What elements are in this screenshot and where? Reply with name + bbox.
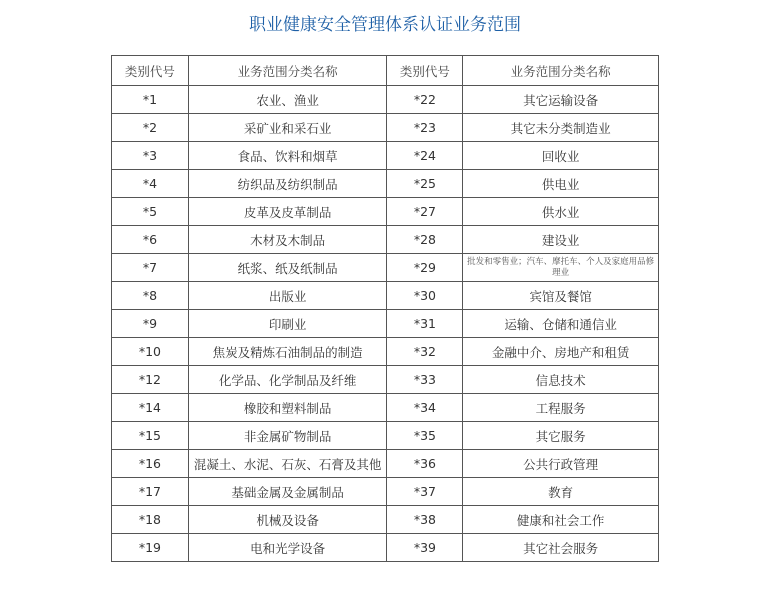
scope-name: 皮革及皮革制品 [188,198,387,226]
table-row [112,114,659,142]
category-code: *34 [387,394,463,422]
table-row [112,226,659,254]
scope-name: 宾馆及餐馆 [463,282,659,310]
table-row [112,422,659,450]
scope-name: 其它服务 [463,422,659,450]
table-row [112,142,659,170]
scope-name: 印刷业 [188,310,387,338]
scope-name: 金融中介、房地产和租赁 [463,338,659,366]
table-row [112,198,659,226]
category-code: *31 [387,310,463,338]
category-code: *38 [387,506,463,534]
category-code: *36 [387,450,463,478]
category-code: *29 [387,254,463,282]
scope-name: 其它运输设备 [463,86,659,114]
scope-name: 纺织品及纺织制品 [188,170,387,198]
header-name: 业务范围分类名称 [188,56,387,86]
category-code: *8 [112,282,189,310]
table-row [112,338,659,366]
table-header-row [112,56,659,86]
category-code: *2 [112,114,189,142]
header-code: 类别代号 [387,56,463,86]
scope-table [111,55,659,562]
category-code: *15 [112,422,189,450]
table-row [112,450,659,478]
table-row [112,506,659,534]
category-code: *32 [387,338,463,366]
table-row [112,86,659,114]
header-name: 业务范围分类名称 [463,56,659,86]
category-code: *18 [112,506,189,534]
scope-name: 橡胶和塑料制品 [188,394,387,422]
scope-name: 电和光学设备 [188,534,387,562]
table-row [112,310,659,338]
scope-name: 供水业 [463,198,659,226]
category-code: *22 [387,86,463,114]
category-code: *5 [112,198,189,226]
category-code: *17 [112,478,189,506]
category-code: *4 [112,170,189,198]
scope-name: 食品、饮料和烟草 [188,142,387,170]
category-code: *19 [112,534,189,562]
scope-name: 机械及设备 [188,506,387,534]
table-row [112,254,659,282]
scope-name: 采矿业和采石业 [188,114,387,142]
category-code: *37 [387,478,463,506]
category-code: *25 [387,170,463,198]
scope-name: 混凝土、水泥、石灰、石膏及其他 [188,450,387,478]
scope-name: 回收业 [463,142,659,170]
category-code: *12 [112,366,189,394]
category-code: *6 [112,226,189,254]
table-row [112,366,659,394]
table-row [112,478,659,506]
page-title: 职业健康安全管理体系认证业务范围 [249,15,521,35]
table-row [112,394,659,422]
scope-name: 基础金属及金属制品 [188,478,387,506]
category-code: *10 [112,338,189,366]
scope-name: 纸浆、纸及纸制品 [188,254,387,282]
scope-name: 其它未分类制造业 [463,114,659,142]
scope-name: 供电业 [463,170,659,198]
scope-name: 焦炭及精炼石油制品的制造 [188,338,387,366]
category-code: *39 [387,534,463,562]
category-code: *27 [387,198,463,226]
scope-name: 批发和零售业；汽车、摩托车、个人及家庭用品修理业 [463,254,659,282]
scope-name: 其它社会服务 [463,534,659,562]
table-row [112,534,659,562]
scope-name: 建设业 [463,226,659,254]
category-code: *3 [112,142,189,170]
category-code: *35 [387,422,463,450]
category-code: *14 [112,394,189,422]
scope-name: 公共行政管理 [463,450,659,478]
scope-name: 教育 [463,478,659,506]
category-code: *16 [112,450,189,478]
scope-name: 工程服务 [463,394,659,422]
category-code: *1 [112,86,189,114]
table-row [112,170,659,198]
category-code: *23 [387,114,463,142]
scope-name: 化学品、化学制品及纤维 [188,366,387,394]
category-code: *9 [112,310,189,338]
scope-name: 健康和社会工作 [463,506,659,534]
scope-name: 出版业 [188,282,387,310]
scope-name: 信息技术 [463,366,659,394]
table-row [112,282,659,310]
category-code: *30 [387,282,463,310]
scope-name: 非金属矿物制品 [188,422,387,450]
scope-name: 运输、仓储和通信业 [463,310,659,338]
category-code: *28 [387,226,463,254]
header-code: 类别代号 [112,56,189,86]
category-code: *24 [387,142,463,170]
scope-name: 木材及木制品 [188,226,387,254]
category-code: *33 [387,366,463,394]
scope-name: 农业、渔业 [188,86,387,114]
category-code: *7 [112,254,189,282]
